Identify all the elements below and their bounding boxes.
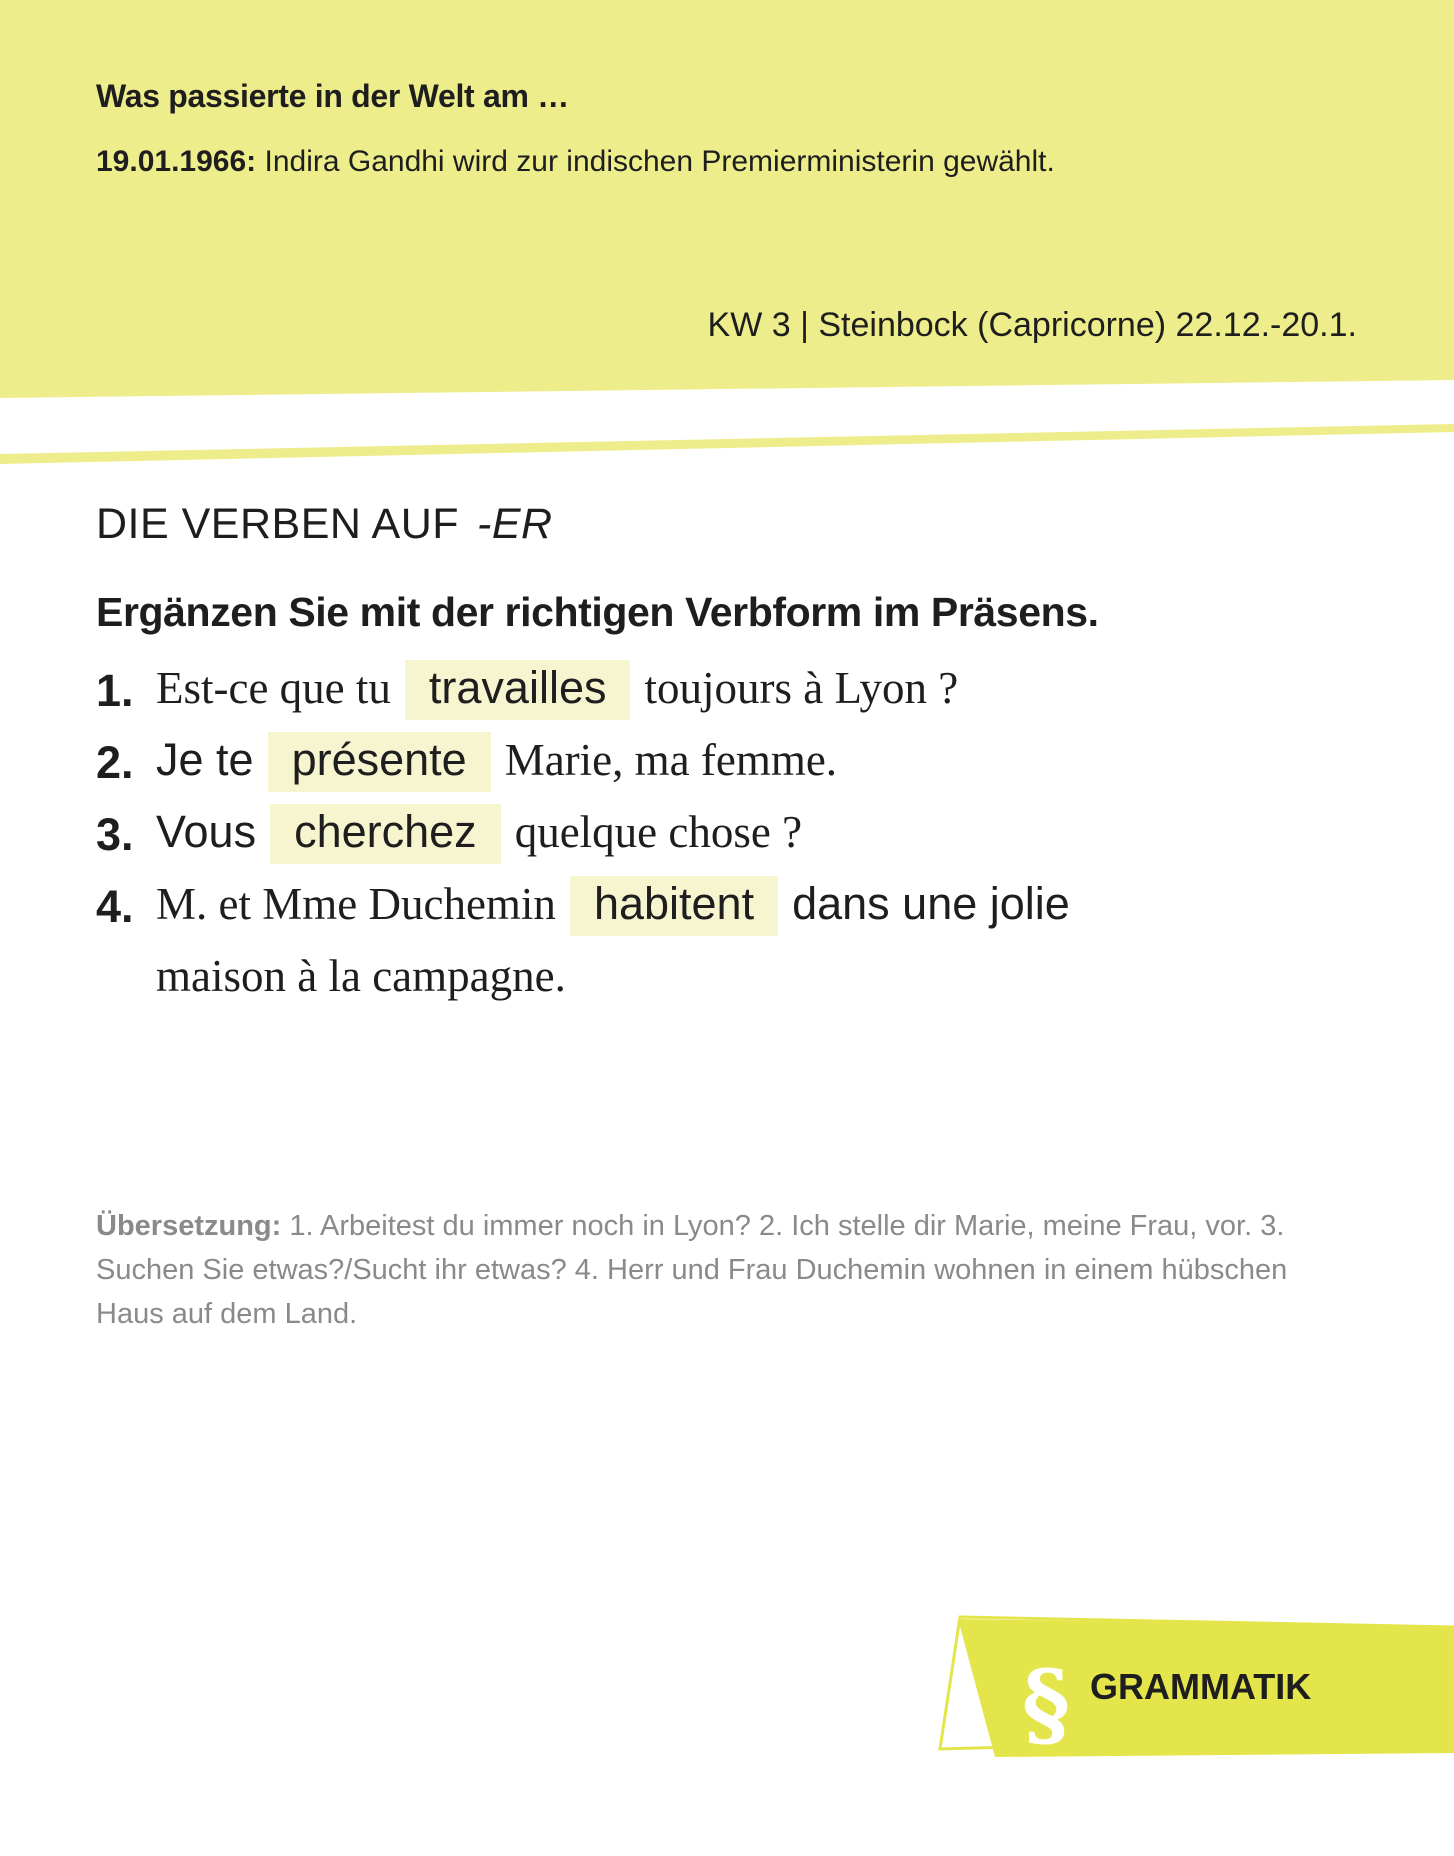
- divider-stripe: [0, 424, 1454, 464]
- sentence-after: dans une jolie: [792, 878, 1070, 929]
- answer-field: travailles: [405, 660, 631, 720]
- header-divider-stripes: [0, 380, 1454, 470]
- exercise-sentence: [156, 804, 802, 864]
- badge-label: GRAMMATIK: [1090, 1666, 1312, 1707]
- exercise-number: 1.: [96, 665, 134, 716]
- sentence-before: Est-ce que tu: [156, 663, 391, 713]
- section-title: [96, 500, 553, 549]
- sentence-after: toujours à Lyon ?: [644, 663, 959, 713]
- exercise-number: 2.: [96, 737, 134, 788]
- history-event: Indira Gandhi wird zur indischen Premierministerin gewählt.: [264, 145, 1055, 178]
- exercise-number: 3.: [96, 809, 134, 860]
- translation-label: Übersetzung:: [96, 1210, 282, 1242]
- section-title-text: DIE VERBEN AUF: [96, 500, 460, 548]
- answer-field: cherchez: [270, 804, 501, 864]
- exercise-instruction: Ergänzen Sie mit der richtigen Verbform im Präsens.: [96, 589, 1099, 635]
- exercise-sentence: [156, 876, 1070, 936]
- sentence-after: Marie, ma femme.: [504, 735, 838, 785]
- sentence-after: quelque chose ?: [514, 807, 803, 857]
- history-heading: Was passierte in der Welt am …: [96, 78, 569, 114]
- translation-text: 1. Arbeitest du immer noch in Lyon? 2. Ich stelle dir Marie, meine Frau, vor. 3. Suchen Sie etwas?/Sucht ihr etwas? 4. Herr und Frau Duchemin wohnen in einem hübschen Haus auf dem Land.: [96, 1210, 1288, 1330]
- history-date: 19.01.1966:: [96, 145, 257, 178]
- exercise-sentence: [156, 660, 958, 720]
- sentence-before: Vous: [156, 806, 257, 857]
- sentence-before: Je te: [156, 734, 254, 785]
- answer-field: présente: [268, 732, 491, 792]
- history-entry: [96, 145, 1055, 179]
- answer-field: habitent: [570, 876, 778, 936]
- exercise-sentence-continuation: [156, 950, 566, 1002]
- section-title-suffix: -ER: [477, 500, 553, 548]
- exercise-sentence: [156, 732, 837, 792]
- sentence-continuation: maison à la campagne.: [156, 951, 566, 1001]
- header-torn-edge: [0, 380, 1454, 432]
- paragraph-icon: §: [1022, 1650, 1071, 1758]
- exercise-number: 4.: [96, 881, 134, 932]
- calendar-week-info: KW 3 | Steinbock (Capricorne) 22.12.-20.1.: [707, 306, 1357, 344]
- translation-note: [96, 1204, 1356, 1336]
- sentence-before: M. et Mme Duchemin: [156, 879, 556, 929]
